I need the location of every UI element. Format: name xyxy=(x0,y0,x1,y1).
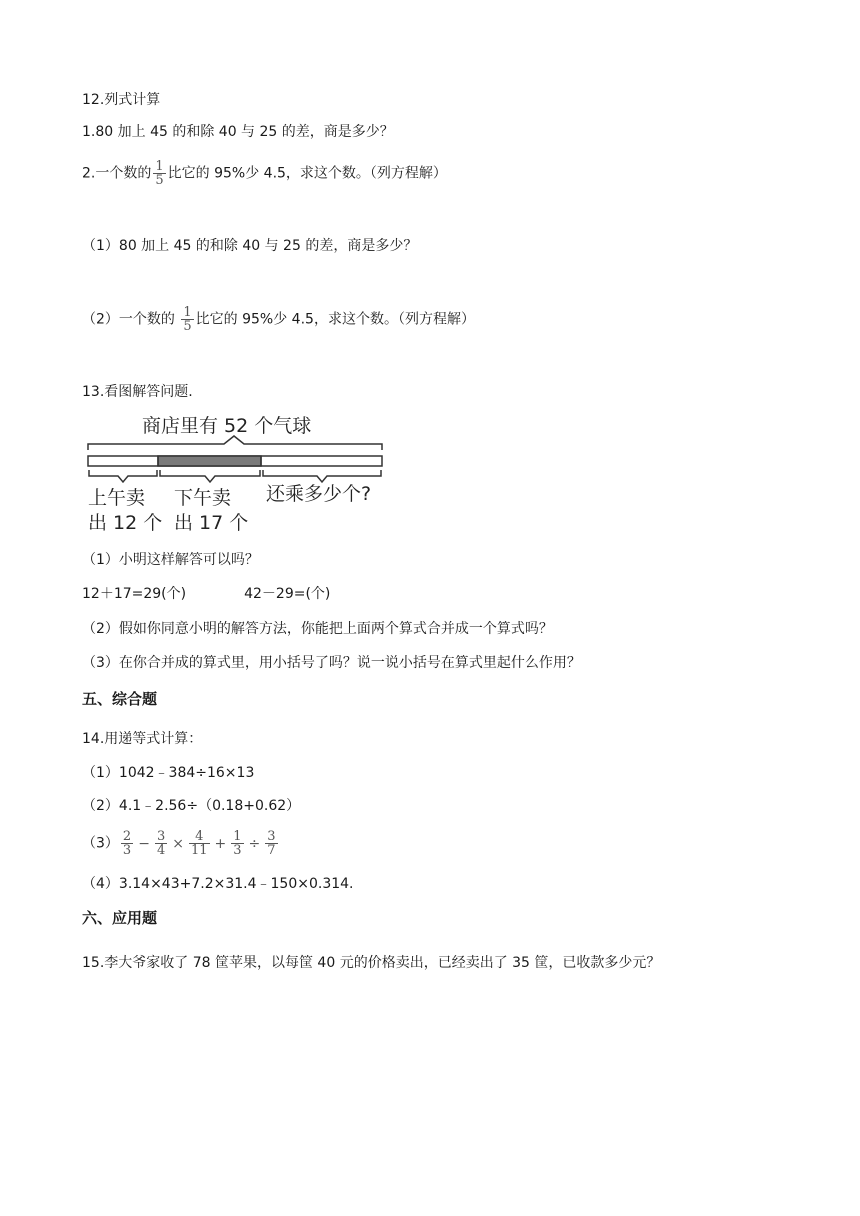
morning-label-line1: 上午卖 xyxy=(88,487,146,509)
q13-part-3: （3）在你合并成的算式里，用小括号了吗？说一说小括号在算式里起什么作用？ xyxy=(82,655,581,671)
fraction-3-7: $\frac{3}{7}$ xyxy=(267,829,276,858)
fraction-4-11: $\frac{4}{11}$ xyxy=(190,829,208,858)
fraction-3-4: $\frac{3}{4}$ xyxy=(156,829,166,858)
calc-2: 42－29=(个) xyxy=(244,586,331,602)
q12-part-1: （1）80 加上 45 的和除 40 与 25 的差，商是多少？ xyxy=(82,238,418,254)
fraction-2-3: $\frac{2}{3}$ xyxy=(122,829,132,858)
q14-title: 14.用递等式计算： xyxy=(82,731,203,747)
q12-p2-prefix: （2）一个数的 xyxy=(82,311,175,328)
q12-title: 12.列式计算 xyxy=(82,92,161,108)
minus-sign: − xyxy=(138,835,150,852)
q14-expr-2: （2）4.1﹣2.56÷（0.18+0.62） xyxy=(82,798,301,814)
q12-s2-suffix: 比它的 95%少 4.5，求这个数。（列方程解） xyxy=(167,165,447,182)
q13-calculation xyxy=(82,584,330,604)
fraction-one-fifth: $\frac{1}{5}$ xyxy=(183,305,192,334)
q12-subquestion-1: 1.80 加上 45 的和除 40 与 25 的差，商是多少？ xyxy=(82,124,394,140)
brace-remaining xyxy=(263,470,381,482)
q13-part-1: （1）小明这样解答可以吗？ xyxy=(82,552,259,568)
brace-morning xyxy=(89,470,157,482)
plus-sign: + xyxy=(214,835,227,852)
diagram-total-label: 商店里有 52 个气球 xyxy=(142,415,312,437)
q12-subquestion-2 xyxy=(82,160,447,187)
top-brace xyxy=(88,436,382,450)
afternoon-label-line2: 出 17 个 xyxy=(174,512,249,534)
fraction-1-3: $\frac{1}{3}$ xyxy=(233,829,242,858)
section-6-heading: 六、应用题 xyxy=(82,909,158,927)
q14-expr-3 xyxy=(82,830,280,857)
q13-part-2: （2）假如你同意小明的解答方法，你能把上面两个算式合并成一个算式吗？ xyxy=(82,621,553,637)
q12-p2-suffix: 比它的 95%少 4.5，求这个数。（列方程解） xyxy=(195,311,475,328)
section-5-heading: 五、综合题 xyxy=(82,690,158,708)
fraction-one-fifth: $\frac{1}{5}$ xyxy=(155,159,164,188)
bar-afternoon-segment xyxy=(158,456,261,466)
balloon-line-diagram xyxy=(84,412,390,536)
calc-1: 12＋17=29(个) xyxy=(82,586,187,602)
q15-text: 15.李大爷家收了 78 筐苹果，以每筐 40 元的价格卖出，已经卖出了 35 筐，已收款多少元？ xyxy=(82,955,661,971)
q13-title: 13.看图解答问题. xyxy=(82,384,193,400)
q14-expr-4: （4）3.14×43+7.2×31.4﹣150×0.314. xyxy=(82,876,354,892)
brace-afternoon xyxy=(160,470,260,482)
q12-s2-prefix: 2.一个数的 xyxy=(82,165,152,182)
divide-sign: ÷ xyxy=(248,835,261,852)
morning-label-line2: 出 12 个 xyxy=(88,512,163,534)
remaining-label: 还乘多少个? xyxy=(266,483,372,505)
expr-3-label: （3） xyxy=(82,835,119,852)
q12-part-2 xyxy=(82,306,475,333)
times-sign: × xyxy=(172,835,184,852)
q14-expr-1: （1）1042﹣384÷16×13 xyxy=(82,765,255,781)
afternoon-label-line1: 下午卖 xyxy=(174,487,232,509)
